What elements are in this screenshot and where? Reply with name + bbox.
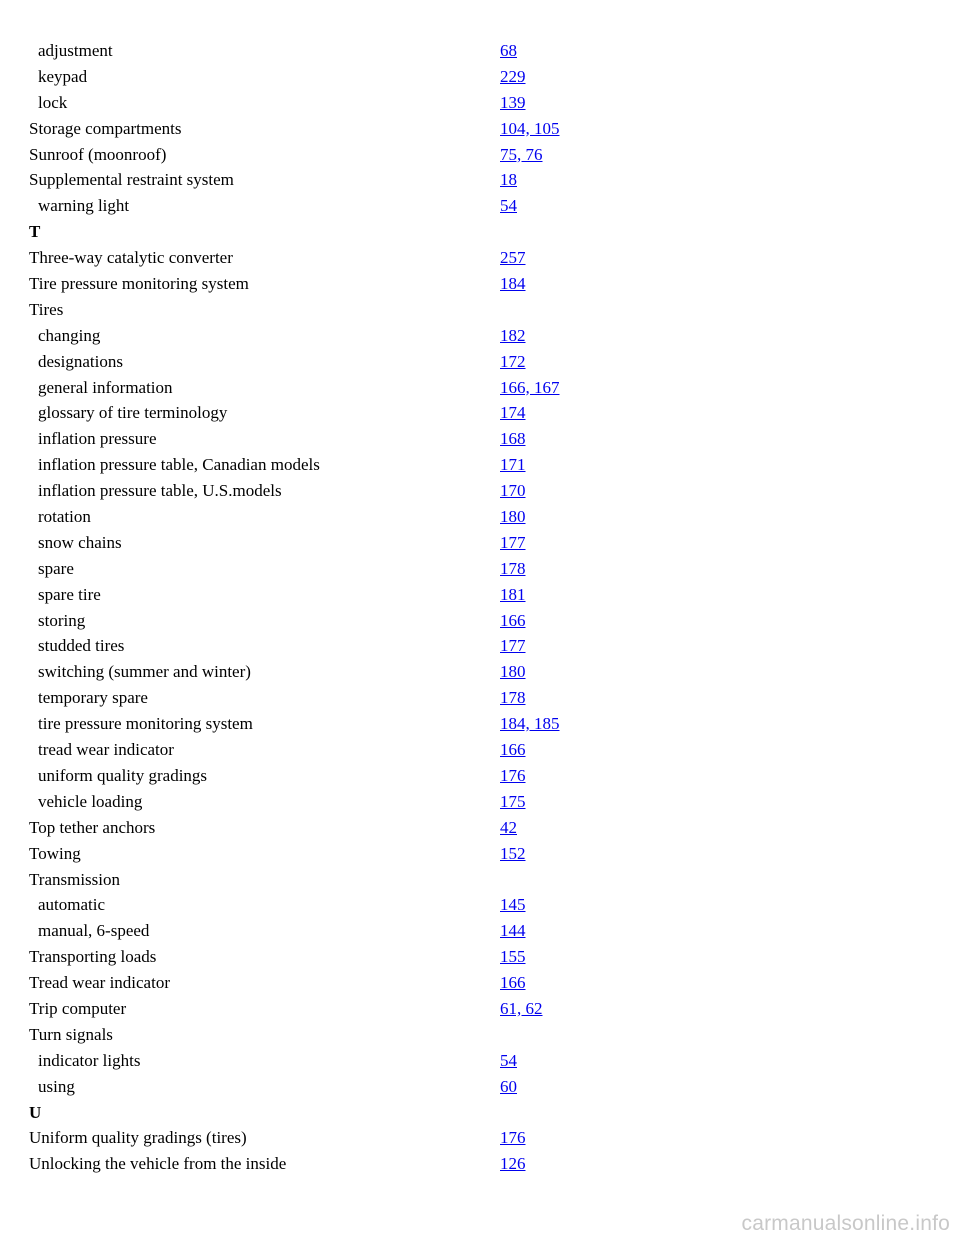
page-link[interactable]: 155	[500, 947, 526, 967]
page-link[interactable]: 18	[500, 170, 517, 190]
page-ref-cell	[500, 142, 543, 168]
index-subentry	[29, 556, 929, 582]
page-ref-cell	[500, 582, 526, 608]
section-letter	[29, 1100, 929, 1126]
page-ref-cell	[500, 116, 560, 142]
page-link[interactable]: 178	[500, 558, 526, 578]
index-entry	[29, 297, 929, 323]
index-subentry	[29, 504, 929, 530]
index-term: general information	[38, 377, 173, 397]
page-link[interactable]: 182	[500, 325, 526, 345]
index-term: Trip computer	[29, 998, 127, 1018]
index-term: Uniform quality gradings (tires)	[29, 1128, 247, 1148]
page-link[interactable]: 184	[500, 274, 526, 294]
index-entry	[29, 271, 929, 297]
page-ref-cell	[500, 1151, 526, 1177]
index-subentry	[29, 711, 929, 737]
index-entry	[29, 245, 929, 271]
page-ref-cell	[500, 38, 517, 64]
page-ref-cell	[500, 323, 526, 349]
page-link[interactable]: 152	[500, 843, 526, 863]
index-term: uniform quality gradings	[38, 765, 208, 785]
index-entry	[29, 1022, 929, 1048]
index-term: temporary spare	[38, 688, 148, 708]
page-link[interactable]: 166, 167	[500, 377, 560, 397]
index-term: Transmission	[29, 869, 121, 889]
page-link[interactable]: 60	[500, 1076, 517, 1096]
index-subentry	[29, 685, 929, 711]
page-link[interactable]: 177	[500, 532, 526, 552]
page-ref-cell	[500, 789, 526, 815]
page-link[interactable]: 229	[500, 66, 526, 86]
page-link[interactable]: 166	[500, 610, 526, 630]
index-subentry	[29, 789, 929, 815]
index-term: snow chains	[38, 532, 122, 552]
page-ref-cell	[500, 193, 517, 219]
index-subentry	[29, 375, 929, 401]
index-subentry	[29, 608, 929, 634]
index-term: vehicle loading	[38, 791, 143, 811]
index-subentry	[29, 349, 929, 375]
page-link[interactable]: 175	[500, 791, 526, 811]
index-subentry	[29, 400, 929, 426]
page-ref-cell	[500, 64, 526, 90]
page-link[interactable]: 145	[500, 895, 526, 915]
page-link[interactable]: 178	[500, 688, 526, 708]
index-term: adjustment	[38, 41, 113, 60]
page-ref-cell	[500, 659, 526, 685]
index-subentry	[29, 737, 929, 763]
page-link[interactable]: 54	[500, 1050, 517, 1070]
index-entry	[29, 1125, 929, 1151]
page-ref-cell	[500, 841, 526, 867]
index-entry	[29, 116, 929, 142]
index-entry	[29, 167, 929, 193]
index-term: switching (summer and winter)	[38, 662, 251, 682]
index-subentry	[29, 1074, 929, 1100]
index-term: inflation pressure table, U.S.models	[38, 481, 282, 501]
index-term: Three-way catalytic converter	[29, 248, 233, 268]
page-ref-cell	[500, 375, 560, 401]
watermark: carmanualsonline.info	[741, 1212, 950, 1235]
index-term: spare tire	[38, 584, 101, 604]
page-link[interactable]: 126	[500, 1154, 526, 1174]
page-link[interactable]: 176	[500, 1128, 526, 1148]
page-ref-cell	[500, 996, 543, 1022]
section-letter-label: U	[29, 1102, 42, 1122]
index-subentry	[29, 1048, 929, 1074]
page-ref-cell	[500, 400, 526, 426]
index-term: Storage compartments	[29, 118, 182, 138]
index-term: Sunroof (moonroof)	[29, 144, 167, 164]
page-link[interactable]: 54	[500, 196, 517, 216]
index-entry	[29, 142, 929, 168]
index-term: Towing	[29, 843, 81, 863]
page-link[interactable]: 180	[500, 662, 526, 682]
page-ref-cell	[500, 737, 526, 763]
page-ref-cell	[500, 504, 526, 530]
index-subentry	[29, 478, 929, 504]
page-link[interactable]: 139	[500, 92, 526, 112]
index-subentry	[29, 530, 929, 556]
page-ref-cell	[500, 815, 517, 841]
page-ref-cell	[500, 970, 526, 996]
page-ref-cell	[500, 426, 526, 452]
index-term: Tread wear indicator	[29, 973, 170, 993]
index-term: using	[38, 1076, 75, 1096]
page-link[interactable]: 166	[500, 740, 526, 760]
index-list	[29, 38, 929, 1177]
index-term: automatic	[38, 895, 106, 915]
page-link[interactable]: 68	[500, 41, 517, 60]
index-subentry	[29, 426, 929, 452]
index-subentry	[29, 193, 929, 219]
index-term: designations	[38, 351, 123, 371]
page-ref-cell	[500, 1048, 517, 1074]
page-ref-cell	[500, 271, 526, 297]
page-ref-cell	[500, 1074, 517, 1100]
index-term: keypad	[38, 66, 88, 86]
index-term: glossary of tire terminology	[38, 403, 228, 423]
index-entry	[29, 815, 929, 841]
page-ref-cell	[500, 633, 526, 659]
page-ref-cell	[500, 452, 526, 478]
index-subentry	[29, 38, 929, 64]
page-link[interactable]: 171	[500, 455, 526, 475]
page-link[interactable]: 176	[500, 765, 526, 785]
page-ref-cell	[500, 1125, 526, 1151]
page-link[interactable]: 180	[500, 507, 526, 527]
page-link[interactable]: 166	[500, 973, 526, 993]
index-subentry	[29, 90, 929, 116]
index-term: manual, 6-speed	[38, 921, 150, 941]
index-term: spare	[38, 558, 74, 578]
index-entry	[29, 996, 929, 1022]
index-subentry	[29, 892, 929, 918]
index-term: lock	[38, 92, 68, 112]
section-letter	[29, 219, 929, 245]
page-ref-cell	[500, 478, 526, 504]
index-term: inflation pressure	[38, 429, 157, 449]
index-subentry	[29, 918, 929, 944]
index-subentry	[29, 582, 929, 608]
index-term: Tires	[29, 299, 64, 319]
page-ref-cell	[500, 711, 560, 737]
index-subentry	[29, 452, 929, 478]
page-link[interactable]: 184, 185	[500, 714, 560, 734]
index-term: changing	[38, 325, 101, 345]
page-ref-cell	[500, 349, 526, 375]
page-ref-cell	[500, 245, 526, 271]
index-term: tread wear indicator	[38, 740, 174, 760]
page-link[interactable]: 170	[500, 481, 526, 501]
index-term: Unlocking the vehicle from the inside	[29, 1154, 287, 1174]
index-entry	[29, 944, 929, 970]
page-link[interactable]: 174	[500, 403, 526, 423]
index-term: Tire pressure monitoring system	[29, 274, 249, 294]
page-link[interactable]: 42	[500, 817, 517, 837]
page-link[interactable]: 144	[500, 921, 526, 941]
page-ref-cell	[500, 763, 526, 789]
index-term: rotation	[38, 507, 91, 527]
index-term: Turn signals	[29, 1024, 113, 1044]
page-ref-cell	[500, 892, 526, 918]
index-term: tire pressure monitoring system	[38, 714, 253, 734]
index-term: Transporting loads	[29, 947, 157, 967]
index-subentry	[29, 323, 929, 349]
index-term: studded tires	[38, 636, 125, 656]
index-subentry	[29, 64, 929, 90]
index-term: inflation pressure table, Canadian models	[38, 455, 320, 475]
page-ref-cell	[500, 167, 517, 193]
index-subentry	[29, 763, 929, 789]
index-entry	[29, 970, 929, 996]
page-ref-cell	[500, 685, 526, 711]
page-ref-cell	[500, 918, 526, 944]
index-entry	[29, 1151, 929, 1177]
page-ref-cell	[500, 944, 526, 970]
page-ref-cell	[500, 608, 526, 634]
index-term: indicator lights	[38, 1050, 141, 1070]
page-link[interactable]: 177	[500, 636, 526, 656]
page-ref-cell	[500, 90, 526, 116]
page-ref-cell	[500, 530, 526, 556]
index-entry	[29, 867, 929, 893]
index-subentry	[29, 659, 929, 685]
section-letter-label: T	[29, 222, 41, 242]
index-term: Supplemental restraint system	[29, 170, 234, 190]
page-link[interactable]: 104, 105	[500, 118, 560, 138]
index-subentry	[29, 633, 929, 659]
page-link[interactable]: 257	[500, 248, 526, 268]
page-link[interactable]: 181	[500, 584, 526, 604]
page-link[interactable]: 168	[500, 429, 526, 449]
index-term: warning light	[38, 196, 130, 216]
index-entry	[29, 841, 929, 867]
page-link[interactable]: 172	[500, 351, 526, 371]
page-link[interactable]: 61, 62	[500, 998, 543, 1018]
index-term: storing	[38, 610, 86, 630]
index-term: Top tether anchors	[29, 817, 156, 837]
page-link[interactable]: 75, 76	[500, 144, 543, 164]
page-ref-cell	[500, 556, 526, 582]
